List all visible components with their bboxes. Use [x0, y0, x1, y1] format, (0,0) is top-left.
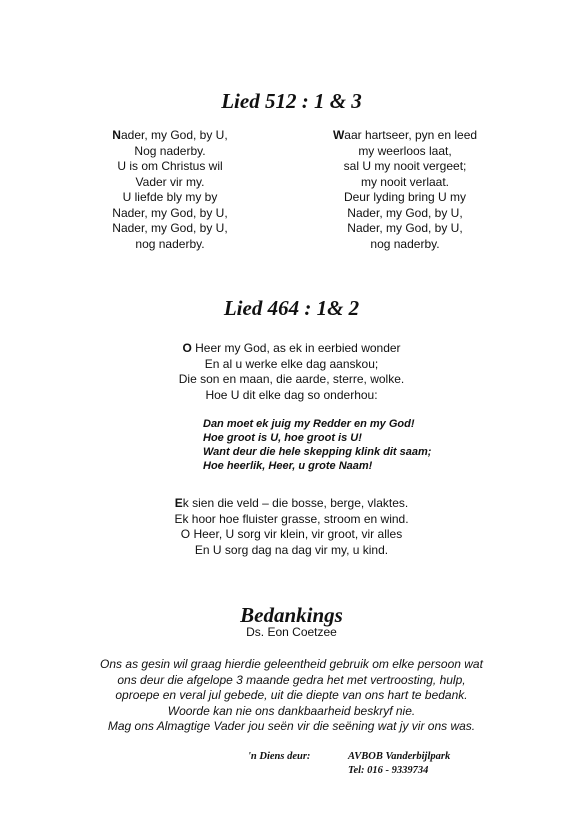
verse-first-line: Waar hartseer, pyn en leed — [332, 128, 478, 142]
verse-first-line: Ek sien die veld – die bosse, berge, vlaktes. — [174, 496, 409, 510]
thanks-line: ons deur die afgelope 3 maande gedra het met vertroosting, hulp, — [117, 672, 466, 687]
verse-first-line: O Heer my God, as ek in eerbied wonder — [182, 341, 401, 355]
verse-line: Nader, my God, by U, — [347, 205, 463, 220]
thanks-line: Mag ons Almagtige Vader jou seën vir die seëning wat jy vir ons was. — [107, 719, 476, 733]
thanks-speaker: Ds. Eon Coetzee — [246, 625, 337, 639]
verse-line: Vader vir my. — [135, 174, 205, 189]
verse-line: my nooit verlaat. — [360, 174, 450, 189]
verse-line: Nader, my God, by U, — [347, 221, 463, 235]
verse-line: Deur lyding bring U my — [343, 190, 467, 204]
thanks-line: Woorde kan nie ons dankbaarheid beskryf nie. — [167, 703, 416, 718]
verse-line: Nader, my God, by U, — [112, 221, 228, 235]
thanks-line: oproepe en veral jul gebede, uit die diepte van ons hart te bedank. — [115, 688, 468, 702]
verse-line: Nog naderby. — [134, 143, 206, 158]
song2-verse-2 — [0, 496, 583, 558]
verse-line: U is om Christus wil — [117, 159, 223, 173]
chorus-line: Want deur die hele skepping klink dit saam; — [203, 446, 432, 458]
verse-line: O Heer, U sorg vir klein, vir groot, vir alles — [180, 527, 403, 541]
verse-line: my weerloos laat, — [358, 143, 452, 158]
verse-line: nog naderby. — [370, 236, 440, 251]
thanks-message — [0, 657, 583, 735]
verse-line: Nader, my God, by U, — [112, 205, 228, 220]
verse-line: U liefde bly my by — [122, 190, 218, 204]
footer-contact — [348, 750, 450, 778]
song2-chorus — [203, 417, 431, 473]
song1-verse-left — [60, 128, 280, 252]
verse-line: En al u werke elke dag aanskou; — [204, 356, 379, 371]
footer-company: AVBOB Vanderbijlpark — [348, 751, 451, 762]
chorus-line: Hoe heerlik, Heer, u grote Naam! — [203, 460, 373, 472]
thanks-title: Bedankings — [240, 603, 343, 627]
verse-line: Hoe U dit elke dag so onderhou: — [205, 387, 378, 402]
chorus-line: Dan moet ek juig my Redder en my God! — [203, 418, 415, 430]
verse-line: sal U my nooit vergeet; — [343, 159, 467, 173]
verse-line: En U sorg dag na dag vir my, u kind. — [194, 542, 389, 557]
song1-title: Lied 512 : 1 & 3 — [221, 89, 362, 113]
footer-tel: Tel: 016 - 9339734 — [348, 765, 429, 776]
verse-line: Die son en maan, die aarde, sterre, wolke. — [178, 372, 405, 386]
thanks-line: Ons as gesin wil graag hierdie geleentheid gebruik om elke persoon wat — [100, 657, 483, 671]
song1-verse-right — [290, 128, 520, 252]
song2-title: Lied 464 : 1& 2 — [223, 296, 360, 320]
chorus-line: Hoe groot is U, hoe groot is U! — [203, 432, 362, 444]
verse-line: Ek hoor hoe fluister grasse, stroom en wind. — [174, 511, 409, 526]
song2-verse-1 — [0, 341, 583, 403]
verse-line: nog naderby. — [135, 236, 205, 251]
footer-label: 'n Diens deur: — [248, 751, 311, 762]
verse-first-line: Nader, my God, by U, — [112, 128, 228, 142]
